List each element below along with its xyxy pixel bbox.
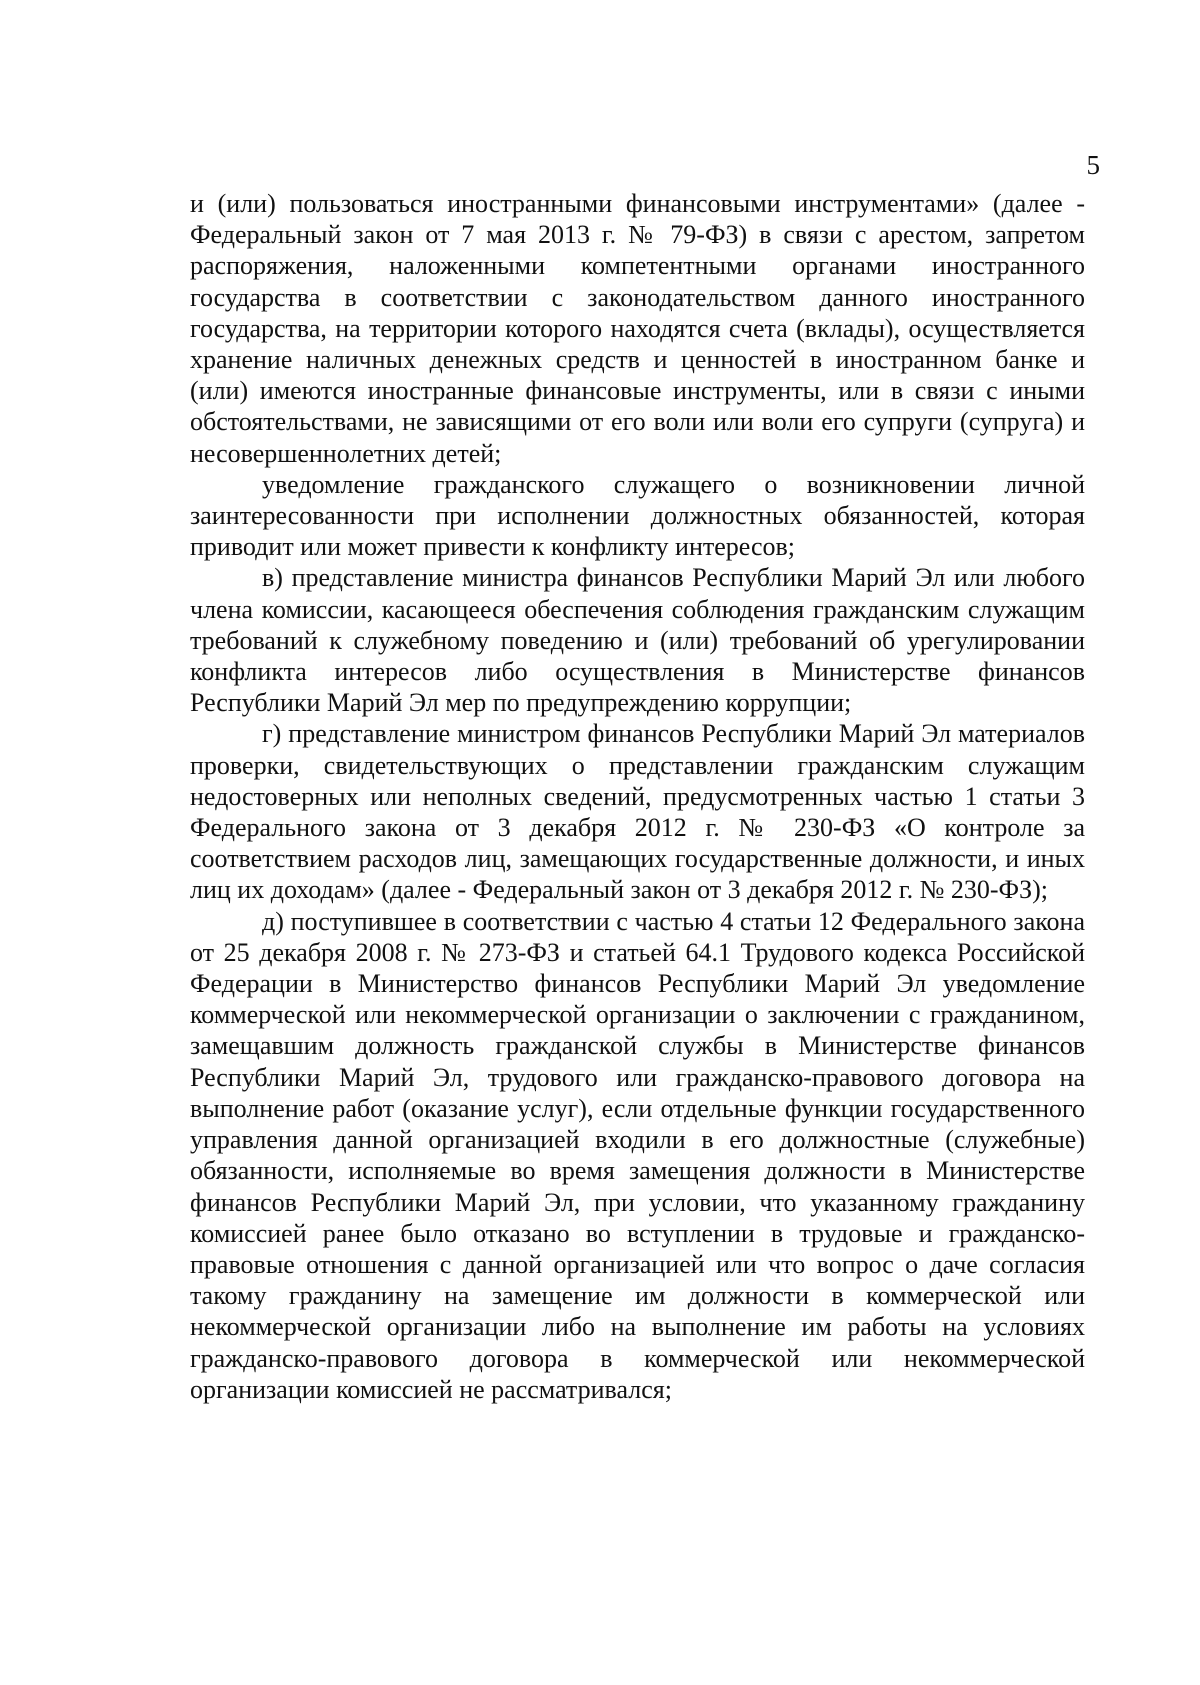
document-body <box>190 188 1085 1405</box>
paragraph-continuation: и (или) пользоваться иностранными финансовыми инструментами» (далее - Федеральный закон от 7 мая 2013 г. № 79-ФЗ) в связи с арестом, запретом распоряжения, наложенными компетентными органами иностранного государства в соответствии с законодательством данного иностранного государства, на территории которого находятся счета (вклады), осуществляется хранение наличных денежных средств и ценностей в иностранном банке и (или) имеются иностранные финансовые инструменты, или в связи с иными обстоятельствами, не зависящими от его воли или воли его супруги (супруга) и несовершеннолетних детей; <box>190 189 1085 468</box>
paragraph-item-g: г) представление министром финансов Республики Марий Эл материалов проверки, свидетельствующих о представлении гражданским служащим недостоверных или неполных сведений, предусмотренных частью 1 статьи 3 Федерального закона от 3 декабря 2012 г. № 230-ФЗ «О контроле за соответствием расходов лиц, замещающих государственные должности, и иных лиц их доходам» (далее - Федеральный закон от 3 декабря 2012 г. № 230-ФЗ); <box>190 719 1085 905</box>
paragraph-item-d: д) поступившее в соответствии с частью 4 статьи 12 Федерального закона от 25 декабря 2008 г. № 273-ФЗ и статьей 64.1 Трудового кодекса Российской Федерации в Министерство финансов Республики Марий Эл уведомление коммерческой или некоммерческой организации о заключении с гражданином, замещавшим должность гражданской службы в Министерстве финансов Республики Марий Эл, трудового или гражданско-правового договора на выполнение работ (оказание услуг), если отдельные функции государственного управления данной организацией входили в его должностные (служебные) обязанности, исполняемые во время замещения должности в Министерстве финансов Республики Марий Эл, при условии, что указанному гражданину комиссией ранее было отказано во вступлении в трудовые и гражданско-правовые отношения с данной организацией или что вопрос о даче согласия такому гражданину на замещение им должности в коммерческой или некоммерческой организации либо на выполнение им работы на условиях гражданско-правового договора в коммерческой или некоммерческой организации комиссией не рассматривался; <box>190 906 1085 1404</box>
paragraph-item-v: в) представление министра финансов Республики Марий Эл или любого члена комиссии, касающееся обеспечения соблюдения гражданским служащим требований к служебному поведению и (или) требований об урегулировании конфликта интересов либо осуществления в Министерстве финансов Республики Марий Эл мер по предупреждению коррупции; <box>190 563 1085 718</box>
page-number: 5 <box>1086 150 1100 180</box>
paragraph-notification: уведомление гражданского служащего о возникновении личной заинтересованности при исполнении должностных обязанностей, которая приводит или может привести к конфликту интересов; <box>190 469 1085 562</box>
